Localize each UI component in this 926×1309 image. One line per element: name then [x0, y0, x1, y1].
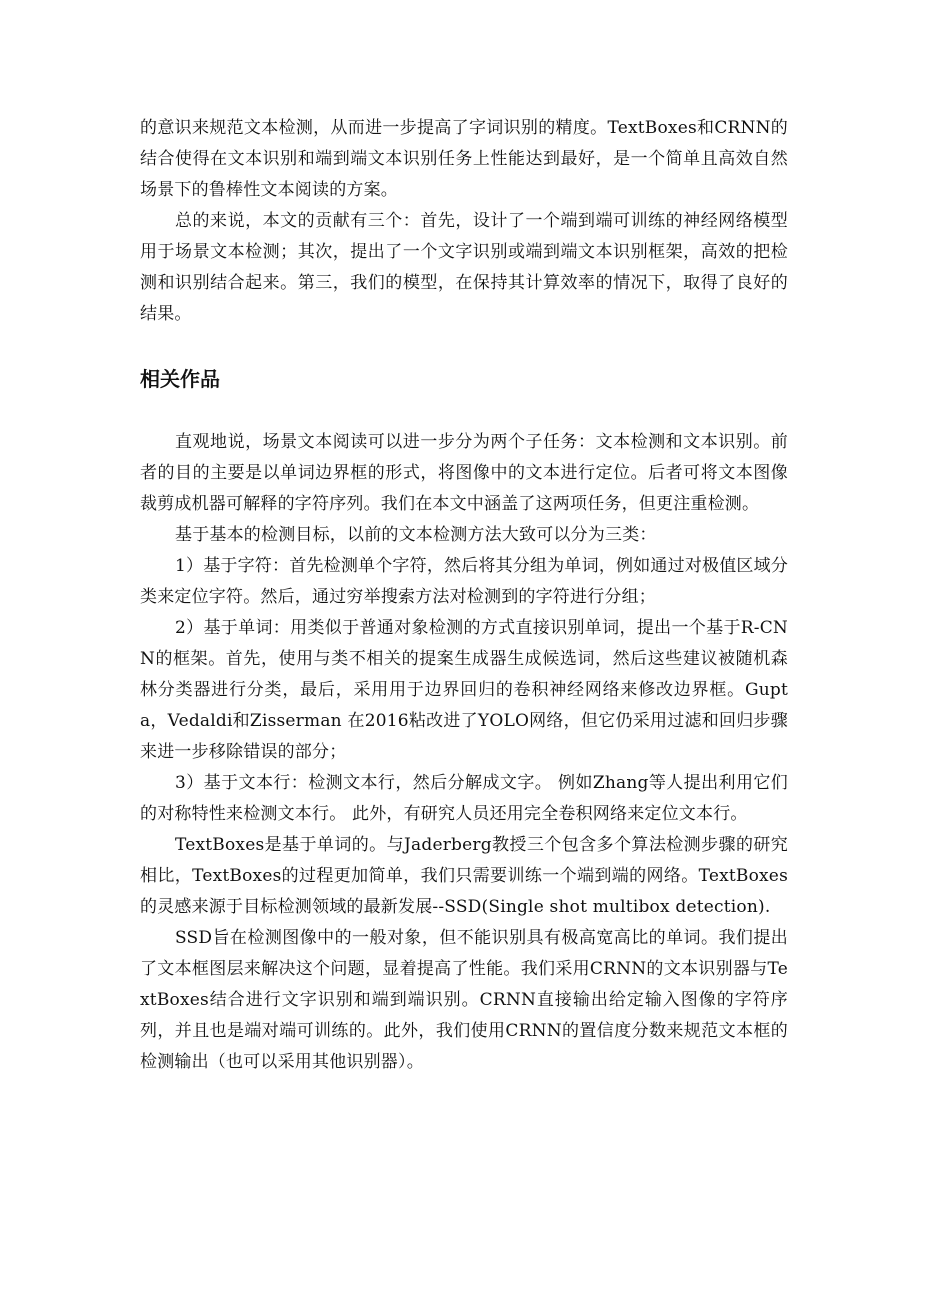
paragraph-overview: 直观地说，场景文本阅读可以进一步分为两个子任务：文本检测和文本识别。前者的目的主要是以单词边界框的形式，将图像中的文本进行定位。后者可将文本图像裁剪成机器可解释的字符序列。我们在本文中涵盖了这两项任务，但更注重检测。 [140, 432, 788, 514]
paragraph-textboxes: TextBoxes是基于单词的。与Jaderberg教授三个包含多个算法检测步骤的研究相比，TextBoxes的过程更加简单，我们只需要训练一个端到端的网络。TextBoxes的灵感来源于目标检测领域的最新发展--SSD(Single shot multibox detection). [140, 835, 788, 917]
paragraph-textline-based: 3）基于文本行：检测文本行，然后分解成文字。 例如Zhang等人提出利用它们的对称特性来检测文本行。 此外，有研究人员还用完全卷积网络来定位文本行。 [140, 773, 788, 824]
paragraph-categories-intro: 基于基本的检测目标，以前的文本检测方法大致可以分为三类： [175, 525, 657, 545]
related-work-section [140, 427, 788, 1078]
paragraph-contributions: 总的来说，本文的贡献有三个：首先，设计了一个端到端可训练的神经网络模型用于场景文本检测；其次，提出了一个文字识别或端到端文本识别框架，高效的把检测和识别结合起来。第三，我们的模型，在保持其计算效率的情况下，取得了良好的结果。 [140, 211, 788, 324]
paragraph-continuation: 的意识来规范文本检测，从而进一步提高了字词识别的精度。TextBoxes和CRNN的结合使得在文本识别和端到端文本识别任务上性能达到最好，是一个简单且高效自然场景下的鲁棒性文本阅读的方案。 [140, 118, 788, 200]
intro-section [140, 113, 788, 330]
paragraph-ssd-crnn: SSD旨在检测图像中的一般对象，但不能识别具有极高宽高比的单词。我们提出了文本框图层来解决这个问题，显着提高了性能。我们采用CRNN的文本识别器与TextBoxes结合进行文字识别和端到端识别。CRNN直接输出给定输入图像的字符序列，并且也是端对端可训练的。此外，我们使用CRNN的置信度分数来规范文本框的检测输出（也可以采用其他识别器）。 [140, 928, 788, 1072]
section-heading: 相关作品 [140, 367, 220, 391]
paragraph-word-based: 2）基于单词：用类似于普通对象检测的方式直接识别单词，提出一个基于R-CNN的框架。首先，使用与类不相关的提案生成器生成候选词，然后这些建议被随机森林分类器进行分类，最后，采用用于边界回归的卷积神经网络来修改边界框。Gupta，Vedaldi和Zisserman 在2016粘改进了YOLO网络，但它仍采用过滤和回归步骤来进一步移除错误的部分； [140, 618, 788, 762]
paragraph-character-based: 1）基于字符：首先检测单个字符，然后将其分组为单词，例如通过对极值区域分类来定位字符。然后，通过穷举搜索方法对检测到的字符进行分组； [140, 556, 789, 607]
